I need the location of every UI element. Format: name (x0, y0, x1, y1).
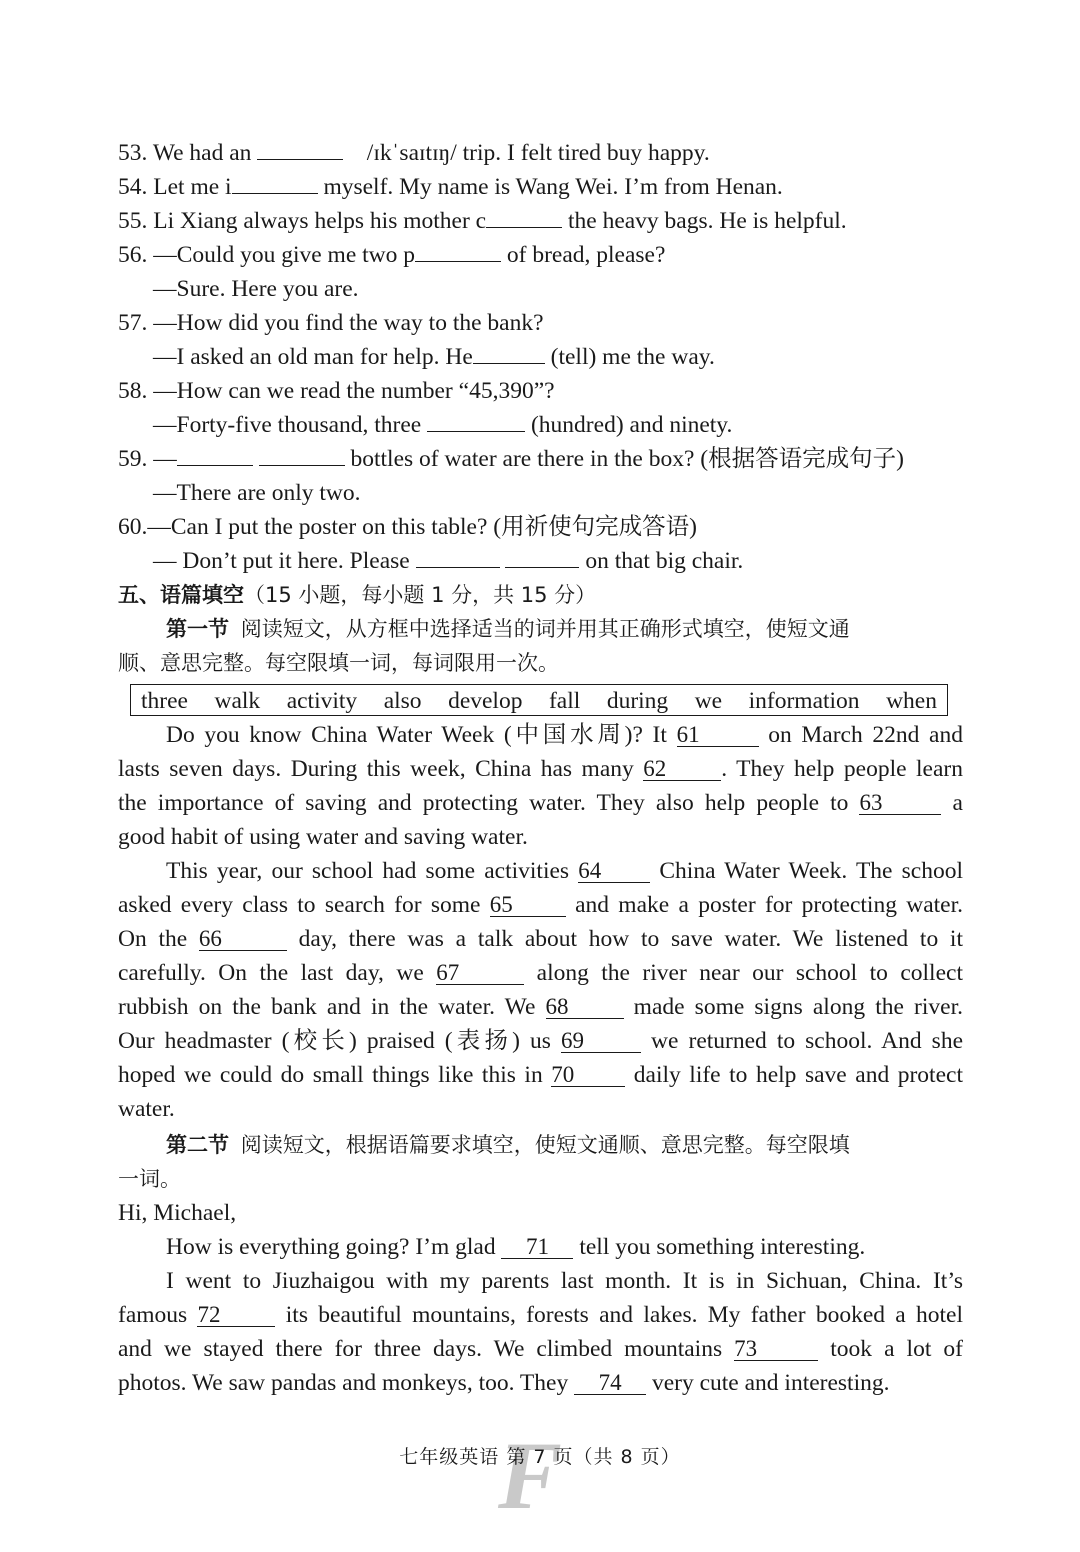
question-58: 58. —How can we read the number “45,390”? (118, 378, 555, 404)
word-box-item: also (383, 688, 422, 714)
blank-67[interactable]: 67 (436, 962, 524, 985)
word-box (130, 684, 948, 716)
passage-line: and we stayed there for three days. We climbed mountains 73 took a lot of (118, 1336, 964, 1362)
blank-66[interactable]: 66 (199, 928, 287, 951)
blank-64[interactable]: 64 (578, 860, 650, 883)
passage-2 (118, 854, 963, 1126)
passage-line: rubbish on the bank and in the water. We 68 made some signs along the river. (118, 994, 963, 1020)
passage-line: I went to Jiuzhaigou with my parents last month. It is in Sichuan, China. It’s (166, 1268, 963, 1294)
blank-72[interactable]: 72 (197, 1304, 275, 1327)
question-56: 56. —Could you give me two p of bread, please? (118, 238, 963, 272)
passage-line: This year, our school had some activities 64 China Water Week. The school (166, 858, 963, 884)
passage-line: famous 72 its beautiful mountains, forests and lakes. My father booked a hotel (118, 1302, 963, 1328)
answer-blank[interactable] (259, 443, 345, 466)
part1-instructions: 第一节 阅读短文，从方框中选择适当的词并用其正确形式填空，使短文通 (166, 617, 850, 641)
answer-blank[interactable] (415, 239, 501, 262)
watermark-letter: F (498, 1422, 563, 1529)
word-box-item: we (694, 688, 723, 714)
blank-74[interactable]: 74 (574, 1372, 646, 1395)
letter-greeting: Hi, Michael, (118, 1200, 237, 1226)
blank-62[interactable]: 62 (643, 758, 721, 781)
question-54: 54. Let me i myself. My name is Wang Wei. I’m from Henan. (118, 170, 963, 204)
question-57: 57. —How did you find the way to the bank? (118, 310, 544, 336)
word-box-item: when (886, 688, 937, 714)
question-60-reply: — Don’t put it here. Please on that big chair. (118, 544, 963, 578)
part1-instructions-cont: 顺、意思完整。每空限填一词，每词限用一次。 (118, 651, 559, 675)
part2-instructions-cont: 一词。 (118, 1167, 181, 1191)
answer-blank[interactable] (486, 205, 562, 228)
blank-73[interactable]: 73 (734, 1338, 818, 1361)
word-box-item: fall (548, 688, 581, 714)
answer-blank[interactable] (473, 341, 545, 364)
passage-line: water. (118, 1096, 175, 1122)
answer-blank[interactable] (177, 443, 253, 466)
blank-69[interactable]: 69 (561, 1030, 641, 1053)
blank-63[interactable]: 63 (859, 792, 941, 815)
question-55: 55. Li Xiang always helps his mother c the heavy bags. He is helpful. (118, 204, 963, 238)
question-53: 53. We had an /ɪkˈsaɪtɪŋ/ trip. I felt tired buy happy. (118, 136, 963, 170)
word-box-item: information (748, 688, 860, 714)
page-footer: 七年级英语 第 7 页（共 8 页） (399, 1446, 681, 1468)
letter (118, 1196, 963, 1400)
word-box-item: three (141, 688, 188, 714)
answer-blank[interactable] (232, 171, 318, 194)
word-box-item: develop (448, 688, 523, 714)
section-heading: 五、语篇填空（15 小题，每小题 1 分，共 15 分） (118, 583, 597, 607)
word-box-item: walk (214, 688, 261, 714)
answer-blank[interactable] (416, 545, 500, 568)
passage-line: the importance of saving and protecting water. They also help people to 63 a (118, 790, 963, 816)
blank-70[interactable]: 70 (551, 1064, 625, 1087)
passage-line: good habit of using water and saving water. (118, 824, 528, 850)
answer-blank[interactable] (257, 137, 343, 160)
blank-65[interactable]: 65 (490, 894, 566, 917)
passage-line: On the 66 day, there was a talk about how to save water. We listened to it (118, 926, 963, 952)
blank-71[interactable]: 71 (501, 1236, 573, 1259)
passage-line: asked every class to search for some 65 and make a poster for protecting water. (118, 892, 964, 918)
exam-page (118, 136, 963, 1400)
passage-line: How is everything going? I’m glad 71 tell you something interesting. (166, 1234, 866, 1260)
passage-line: lasts seven days. During this week, China has many 62 . They help people learn (118, 756, 963, 782)
question-57-reply: —I asked an old man for help. He (tell) me the way. (118, 340, 963, 374)
question-58-reply: —Forty-five thousand, three (hundred) and ninety. (118, 408, 963, 442)
passage-line: Do you know China Water Week (中国水周)? It 61 on March 22nd and (166, 722, 963, 748)
passage-line: hoped we could do small things like this in 70 daily life to help save and protect (118, 1062, 963, 1088)
question-60: 60.—Can I put the poster on this table? (用祈使句完成答语) (118, 514, 697, 540)
part2-instructions: 第二节 阅读短文，根据语篇要求填空，使短文通顺、意思完整。每空限填 (166, 1133, 850, 1157)
question-59: 59. — bottles of water are there in the box? (根据答语完成句子) (118, 442, 963, 476)
word-box-item: activity (286, 688, 358, 714)
passage-1 (118, 718, 963, 854)
question-59-reply: —There are only two. (153, 480, 361, 506)
question-56-reply: —Sure. Here you are. (153, 276, 359, 302)
blank-68[interactable]: 68 (546, 996, 624, 1019)
answer-blank[interactable] (505, 545, 579, 568)
passage-line: carefully. On the last day, we 67 along the river near our school to collect (118, 960, 963, 986)
word-box-item: during (606, 688, 669, 714)
blank-61[interactable]: 61 (677, 724, 759, 747)
passage-line: Our headmaster (校长) praised (表扬) us 69 we returned to school. And she (118, 1028, 963, 1054)
answer-blank[interactable] (427, 409, 525, 432)
passage-line: photos. We saw pandas and monkeys, too. They 74 very cute and interesting. (118, 1370, 890, 1396)
